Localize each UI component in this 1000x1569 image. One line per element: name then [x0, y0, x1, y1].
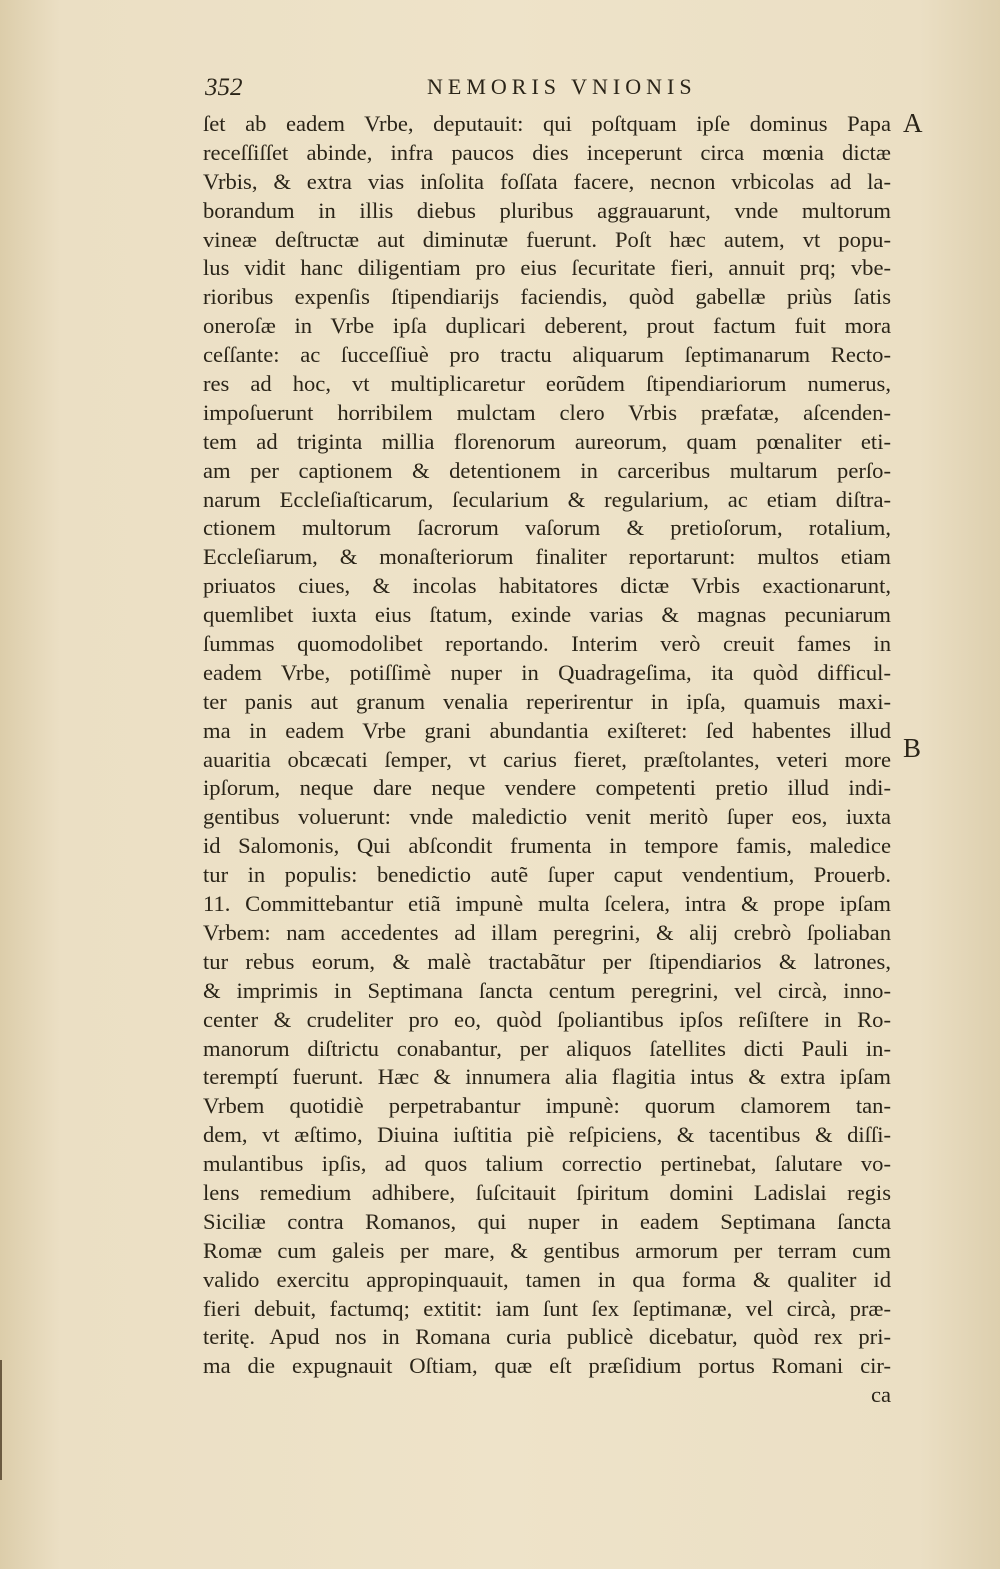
text-line: tur rebus eorum, & malè tractabãtur per ſtipendiarios & latrones, [203, 948, 891, 974]
page-edge-mark [0, 1360, 2, 1480]
text-line: quemlibet iuxta eius ſtatum, exinde varias & magnas pecuniarum [203, 602, 891, 628]
body-text [203, 110, 891, 1410]
text-line: tem ad triginta millia florenorum aureorum, quam pœnaliter eti- [203, 428, 891, 454]
text-line: impoſuerunt horribilem mulctam clero Vrbis præfatæ, aſcenden- [203, 399, 891, 425]
text-line: Vrbem quotidiè perpetrabantur impunè: quorum clamorem tan- [203, 1093, 891, 1119]
text-line: Eccleſiarum, & monaſteriorum finaliter reportarunt: multos etiam [203, 544, 891, 570]
text-line: Romæ cum galeis per mare, & gentibus armorum per terram cum [203, 1237, 891, 1263]
text-line: mulantibus ipſis, ad quos talium correctio pertinebat, ſalutare vo- [203, 1151, 891, 1177]
text-line: id Salomonis, Qui abſcondit frumenta in tempore famis, maledice [203, 833, 891, 859]
text-line: ſet ab eadem Vrbe, deputauit: qui poſtquam ipſe dominus Papa [203, 111, 891, 136]
text-line: teritę. Apud nos in Romana curia publicè dicebatur, quòd rex pri- [203, 1324, 891, 1350]
margin-letter-b: B [903, 733, 922, 763]
text-line: ceſſante: ac ſucceſſiuè pro tractu aliquarum ſeptimanarum Recto- [203, 342, 891, 368]
text-line: priuatos ciues, & incolas habitatores dictæ Vrbis exactionarunt, [203, 573, 891, 599]
text-line: eadem Vrbe, potiſſimè nuper in Quadrageſima, ita quòd difficul- [203, 659, 891, 685]
text-line: am per captionem & detentionem in carceribus multarum perſo- [203, 457, 891, 483]
text-line: dem, vt æſtimo, Diuina iuſtitia piè reſpiciens, & tacentibus & diſſi- [203, 1122, 891, 1148]
text-line: fieri debuit, factumq; extitit: iam ſunt ſex ſeptimanæ, vel circà, præ- [203, 1295, 891, 1321]
text-line: center & crudeliter pro eo, quòd ſpoliantibus ipſos reſiſtere in Ro- [203, 1006, 891, 1032]
text-line: ipſorum, neque dare neque vendere competenti pretio illud indi- [203, 775, 891, 801]
text-line: res ad hoc, vt multiplicaretur eorũdem ſtipendiariorum numerus, [203, 371, 891, 397]
page-number: 352 [205, 74, 243, 101]
text-line: teremptí fuerunt. Hæc & innumera alia flagitia intus & extra ipſam [203, 1064, 891, 1090]
page-header [205, 74, 905, 110]
margin-letter-a: A [903, 108, 923, 138]
running-title: NEMORIS VNIONIS [427, 74, 697, 99]
text-line: ca [870, 1382, 891, 1408]
text-line: gentibus voluerunt: vnde maledictio venit meritò ſuper eos, iuxta [203, 804, 891, 830]
text-line: receſſiſſet abinde, infra paucos dies inceperunt circa mœnia dictæ [203, 139, 891, 165]
text-line: ma die expugnauit Oſtiam, quæ eſt præſidium portus Romani cir- [203, 1353, 891, 1379]
text-line: ma in eadem Vrbe grani abundantia exiſteret: ſed habentes illud [203, 717, 891, 743]
text-line: manorum diſtrictu conabantur, per aliquos ſatellites dicti Pauli in- [203, 1035, 891, 1061]
text-line: lens remedium adhibere, ſuſcitauit ſpiritum domini Ladislai regis [203, 1179, 891, 1205]
text-line: auaritia obcæcati ſemper, vt carius fieret, præſtolantes, veteri more [203, 746, 891, 772]
text-line: ter panis aut granum venalia reperirentur in ipſa, quamuis maxi- [203, 688, 891, 714]
text-line: tur in populis: benedictio autẽ ſuper caput vendentium, Prouerb. [203, 862, 891, 888]
text-line: ctionem multorum ſacrorum vaſorum & pretioſorum, rotalium, [203, 515, 891, 541]
text-line: Siciliæ contra Romanos, qui nuper in eadem Septimana ſancta [203, 1208, 891, 1234]
text-line: oneroſæ in Vrbe ipſa duplicari deberent, prout factum fuit mora [203, 313, 891, 339]
text-line: ſummas quomodolibet reportando. Interim verò creuit fames in [203, 631, 891, 657]
text-line: valido exercitu appropinquauit, tamen in qua forma & qualiter id [203, 1266, 891, 1292]
text-line: rioribus expenſis ſtipendiarijs faciendis, quòd gabellæ priùs ſatis [203, 284, 891, 310]
text-line: lus vidit hanc diligentiam pro eius ſecuritate fieri, annuit prq; vbe- [203, 255, 891, 281]
text-line: Vrbem: nam accedentes ad illam peregrini, & alij crebrò ſpoliaban [203, 919, 891, 945]
text-line: narum Eccleſiaſticarum, ſecularium & regularium, ac etiam diſtra- [203, 486, 891, 512]
text-line: & imprimis in Septimana ſancta centum peregrini, vel circà, inno- [203, 977, 891, 1003]
text-line: vineæ deſtructæ aut diminutæ fuerunt. Poſt hæc autem, vt popu- [203, 226, 891, 252]
text-line: borandum in illis diebus pluribus aggrauarunt, vnde multorum [203, 197, 891, 223]
text-line: Vrbis, & extra vias inſolita foſſata facere, necnon vrbicolas ad la- [203, 168, 891, 194]
text-line: 11. Committebantur etiã impunè multa ſcelera, intra & prope ipſam [203, 891, 891, 917]
